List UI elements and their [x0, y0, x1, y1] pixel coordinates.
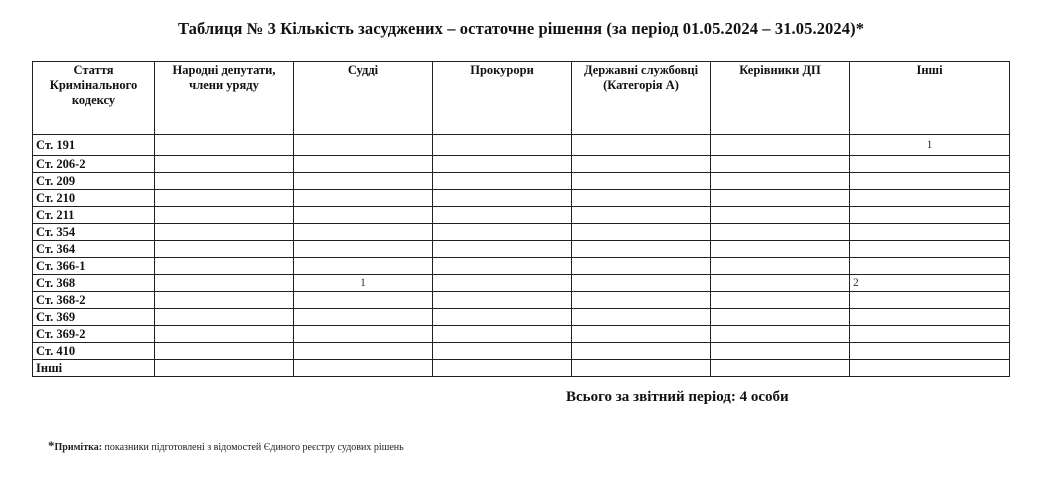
article-cell: Ст. 211	[33, 207, 155, 224]
header-prosecutors: Прокурори	[433, 62, 572, 135]
data-cell	[294, 258, 433, 275]
data-cell	[711, 258, 850, 275]
table-row	[33, 173, 1010, 190]
table-row	[33, 156, 1010, 173]
table-row	[33, 258, 1010, 275]
data-cell	[433, 360, 572, 377]
data-cell	[294, 326, 433, 343]
data-cell	[711, 241, 850, 258]
data-cell	[294, 207, 433, 224]
data-cell: 2	[850, 275, 1010, 292]
article-cell: Ст. 368	[33, 275, 155, 292]
data-cell	[433, 326, 572, 343]
data-cell	[294, 343, 433, 360]
header-article: Стаття Кримінального кодексу	[33, 62, 155, 135]
data-cell	[711, 292, 850, 309]
data-cell	[294, 292, 433, 309]
table-row	[33, 241, 1010, 258]
header-judges: Судді	[294, 62, 433, 135]
table-header-row	[33, 62, 1010, 135]
data-cell	[850, 241, 1010, 258]
article-cell: Ст. 210	[33, 190, 155, 207]
data-cell	[433, 224, 572, 241]
data-cell	[711, 275, 850, 292]
data-cell	[433, 275, 572, 292]
data-cell	[850, 326, 1010, 343]
data-cell	[850, 207, 1010, 224]
data-cell	[850, 343, 1010, 360]
data-cell	[433, 241, 572, 258]
data-cell	[433, 173, 572, 190]
table-row	[33, 275, 1010, 292]
data-cell	[155, 275, 294, 292]
data-cell	[572, 258, 711, 275]
footnote-text: показники підготовлені з відомостей Єдиного реєстру судових рішень	[104, 442, 404, 453]
table-row	[33, 343, 1010, 360]
data-cell	[711, 224, 850, 241]
table-row	[33, 190, 1010, 207]
article-cell: Ст. 369	[33, 309, 155, 326]
convictions-table	[32, 61, 1010, 377]
data-cell	[572, 190, 711, 207]
data-cell	[155, 190, 294, 207]
article-cell: Ст. 209	[33, 173, 155, 190]
data-cell	[433, 135, 572, 156]
header-others: Інші	[850, 62, 1010, 135]
data-cell	[155, 173, 294, 190]
data-cell	[155, 207, 294, 224]
data-cell	[294, 190, 433, 207]
data-cell	[294, 173, 433, 190]
data-cell	[711, 207, 850, 224]
data-cell	[294, 309, 433, 326]
footnote-star: *	[48, 438, 55, 453]
table-row	[33, 326, 1010, 343]
table-body	[33, 135, 1010, 377]
data-cell	[294, 224, 433, 241]
table-row	[33, 309, 1010, 326]
data-cell	[711, 156, 850, 173]
data-cell	[433, 309, 572, 326]
data-cell	[572, 326, 711, 343]
data-cell	[155, 156, 294, 173]
article-cell: Ст. 191	[33, 135, 155, 156]
header-soe-heads: Керівники ДП	[711, 62, 850, 135]
article-cell: Ст. 354	[33, 224, 155, 241]
data-cell	[572, 135, 711, 156]
data-cell	[711, 135, 850, 156]
data-cell	[572, 156, 711, 173]
article-cell: Ст. 206-2	[33, 156, 155, 173]
data-cell	[155, 292, 294, 309]
data-cell	[572, 241, 711, 258]
footnote	[48, 438, 404, 454]
data-cell	[155, 326, 294, 343]
data-cell: 1	[850, 135, 1010, 156]
data-cell: 1	[294, 275, 433, 292]
data-cell	[850, 156, 1010, 173]
article-cell: Інші	[33, 360, 155, 377]
header-mps: Народні депутати, члени уряду	[155, 62, 294, 135]
data-cell	[711, 360, 850, 377]
table-row	[33, 135, 1010, 156]
table-row	[33, 207, 1010, 224]
article-cell: Ст. 366-1	[33, 258, 155, 275]
table-row	[33, 360, 1010, 377]
data-cell	[572, 275, 711, 292]
data-cell	[572, 292, 711, 309]
data-cell	[572, 207, 711, 224]
data-cell	[294, 156, 433, 173]
table-row	[33, 224, 1010, 241]
data-cell	[850, 292, 1010, 309]
page-title: Таблиця № 3 Кількість засуджених – остаточне рішення (за період 01.05.2024 – 31.05.2024)*	[177, 19, 865, 38]
data-cell	[155, 343, 294, 360]
data-cell	[850, 258, 1010, 275]
data-cell	[572, 360, 711, 377]
data-cell	[711, 343, 850, 360]
data-cell	[572, 343, 711, 360]
data-cell	[711, 326, 850, 343]
data-cell	[294, 360, 433, 377]
data-cell	[433, 190, 572, 207]
data-cell	[155, 135, 294, 156]
data-cell	[155, 360, 294, 377]
data-cell	[572, 309, 711, 326]
data-cell	[433, 258, 572, 275]
data-cell	[433, 207, 572, 224]
data-cell	[850, 309, 1010, 326]
data-cell	[711, 190, 850, 207]
data-cell	[294, 135, 433, 156]
total-summary: Всього за звітний період: 4 особи	[566, 389, 789, 405]
data-cell	[155, 241, 294, 258]
data-cell	[433, 343, 572, 360]
data-cell	[850, 360, 1010, 377]
data-cell	[850, 190, 1010, 207]
data-cell	[294, 241, 433, 258]
data-cell	[711, 309, 850, 326]
article-cell: Ст. 368-2	[33, 292, 155, 309]
header-civil-servants: Державні службовці (Категорія А)	[572, 62, 711, 135]
data-cell	[155, 224, 294, 241]
article-cell: Ст. 364	[33, 241, 155, 258]
data-cell	[433, 292, 572, 309]
article-cell: Ст. 410	[33, 343, 155, 360]
data-cell	[850, 224, 1010, 241]
data-cell	[155, 258, 294, 275]
data-cell	[711, 173, 850, 190]
data-cell	[433, 156, 572, 173]
table-row	[33, 292, 1010, 309]
footnote-label: Примітка:	[54, 442, 103, 453]
data-cell	[155, 309, 294, 326]
data-cell	[850, 173, 1010, 190]
data-cell	[572, 173, 711, 190]
article-cell: Ст. 369-2	[33, 326, 155, 343]
data-cell	[572, 224, 711, 241]
